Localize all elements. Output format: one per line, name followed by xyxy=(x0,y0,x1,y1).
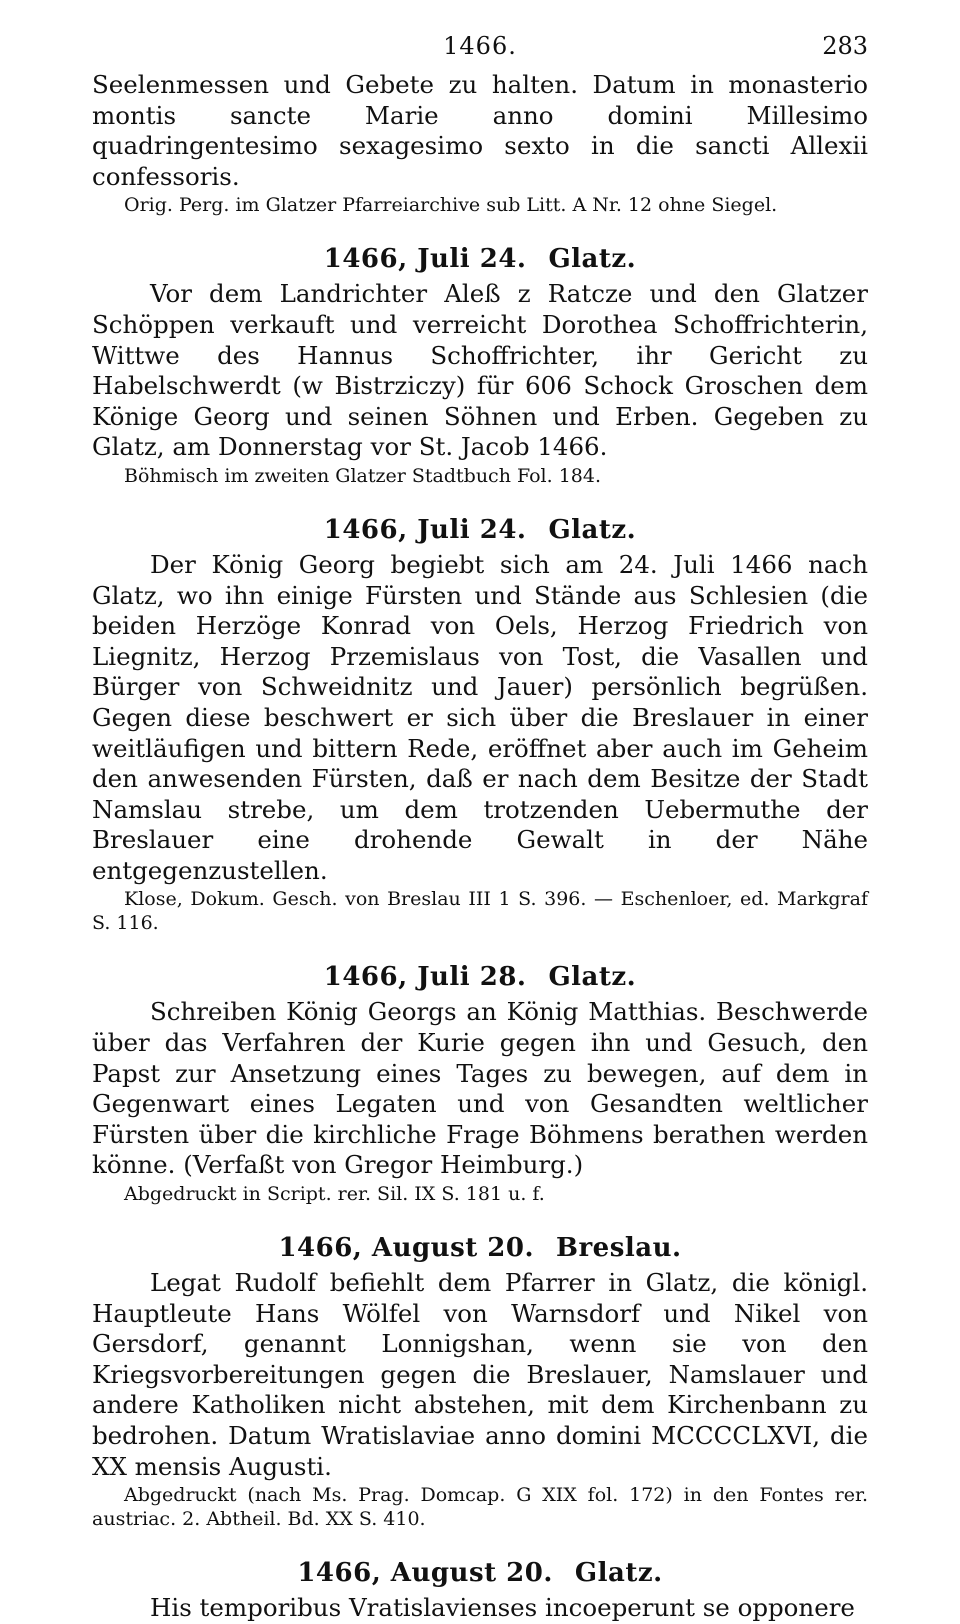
entry-heading xyxy=(92,1232,868,1264)
entry-heading xyxy=(92,514,868,546)
entry-heading xyxy=(92,243,868,275)
continuation-entry xyxy=(92,70,868,217)
entry-date: 1466, Juli 24. xyxy=(323,244,527,275)
entry-date: 1466, Juli 28. xyxy=(323,962,527,993)
entry-5 xyxy=(92,1557,868,1624)
entry-date: 1466, Juli 24. xyxy=(323,514,527,545)
entry-source: Abgedruckt (nach Ms. Prag. Domcap. G XIX fol. 172) in den Fontes rer. austriac. 2. Abtheil. Bd. XX S. 410. xyxy=(92,1484,868,1531)
entry-heading xyxy=(92,961,868,993)
entry-place: Glatz. xyxy=(548,244,637,275)
entry-4 xyxy=(92,1232,868,1531)
entry-date: 1466, August 20. xyxy=(297,1558,553,1589)
entry-text: Der König Georg begiebt sich am 24. Juli 1466 nach Glatz, wo ihn einige Fürsten und Stände aus Schlesien (die beiden Herzöge Konrad von Oels, Herzog Friedrich von Liegnitz, Herzog Przemislaus von Tost, die Vasallen und Bürger von Schweidnitz und Jauer) persönlich begrüßen. Gegen diese beschwert er sich über die Breslauer in einer weitläufigen und bittern Rede, eröffnet aber auch im Geheim den anwesenden Fürsten, daß er nach dem Besitze der Stadt Namslau strebe, um dem trotzenden Uebermuthe der Breslauer eine drohende Gewalt in der Nähe entgegenzustellen. xyxy=(92,549,868,885)
entry-text: Schreiben König Georgs an König Matthias. Beschwerde über das Verfahren der Kurie gegen ihn und Gesuch, den Papst zur Ansetzung eines Tages zu bewegen, auf dem in Gegenwart eines Legaten und von Gesandten weltlicher Fürsten über die kirchliche Frage Böhmens berathen werden könne. (Verfaßt von Gregor Heimburg.) xyxy=(92,997,868,1180)
entry-text: Vor dem Landrichter Aleß z Ratcze und den Glatzer Schöppen verkauft und verreicht Dorothea Schoffrichterin, Wittwe des Hannus Schoffrichter, ihr Gericht zu Habelschwerdt (w Bistrziczy) für 606 Schock Groschen dem Könige Georg und seinen Söhnen und Erben. Gegeben zu Glatz, am Donnerstag vor St. Jacob 1466. xyxy=(92,279,868,462)
entry-heading xyxy=(92,1557,868,1589)
entry-text: Legat Rudolf befiehlt dem Pfarrer in Glatz, die königl. Hauptleute Hans Wölfel von Warnsdorf und Nikel von Gersdorf, genannt Lonnigshan, wenn sie von den Kriegsvorbereitungen gegen die Breslauer, Namslauer und andere Katholiken nicht abstehen, mit dem Kirchenbann zu bedrohen. Datum Wratislaviae anno domini MCCCCLXVI, die XX mensis Augusti. xyxy=(92,1268,868,1481)
header-year: 1466. xyxy=(443,32,517,60)
entry-text: His temporibus Vratislavienses incoeperunt se opponere xyxy=(150,1593,855,1623)
entry-2 xyxy=(92,514,868,936)
entry-source: Abgedruckt in Script. rer. Sil. IX S. 181 u. f. xyxy=(124,1183,545,1206)
entry-source: Böhmisch im zweiten Glatzer Stadtbuch Fol. 184. xyxy=(124,464,602,487)
entry-place: Glatz. xyxy=(574,1558,663,1589)
entry-text: Seelenmessen und Gebete zu halten. Datum in monasterio montis sancte Marie anno domini Millesimo quadringentesimo sexagesimo sexto in die sancti Allexii confessoris. xyxy=(92,70,868,191)
entry-3 xyxy=(92,961,868,1206)
page-number: 283 xyxy=(822,32,868,60)
entry-place: Glatz. xyxy=(548,514,637,545)
entry-source: Klose, Dokum. Gesch. von Breslau III 1 S. 396. — Eschenloer, ed. Markgraf S. 116. xyxy=(92,888,868,935)
entry-1 xyxy=(92,243,868,488)
entry-place: Glatz. xyxy=(548,962,637,993)
entry-source: Orig. Perg. im Glatzer Pfarreiarchive sub Litt. A Nr. 12 ohne Siegel. xyxy=(124,194,778,217)
entry-date: 1466, August 20. xyxy=(278,1233,534,1264)
running-header xyxy=(92,30,868,70)
entry-place: Breslau. xyxy=(556,1233,682,1264)
